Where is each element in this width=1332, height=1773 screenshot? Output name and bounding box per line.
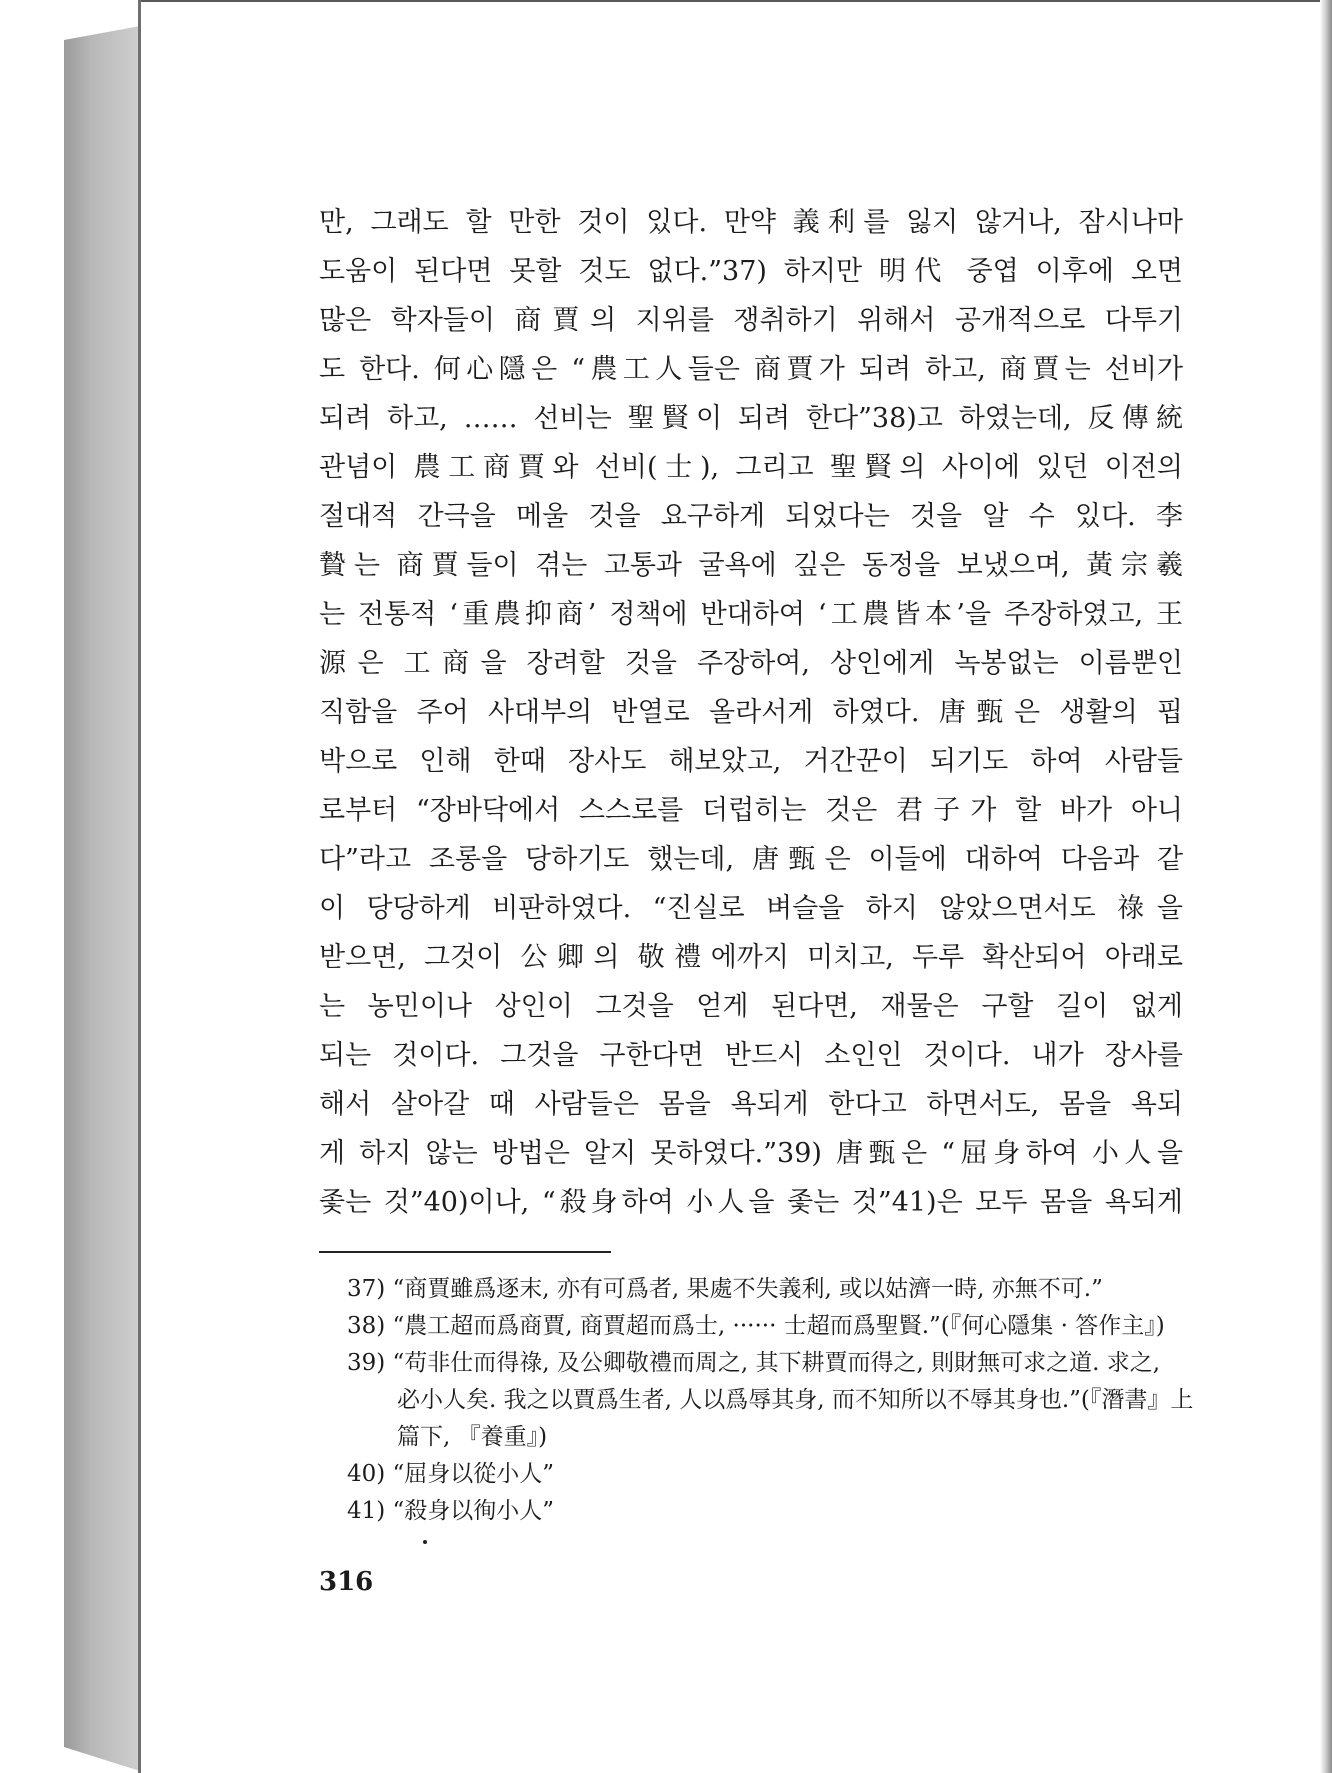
body-line: 도 한다. 何心隱은 “農工人들은 商賈가 되려 하고, 商賈는 선비가 xyxy=(319,354,1183,385)
body-line: 되는 것이다. 그것을 구한다면 반드시 소인인 것이다. 내가 장사를 xyxy=(319,1040,1183,1071)
body-line: 다”라고 조롱을 당하기도 했는데, 唐甄은 이들에 대하여 다음과 같 xyxy=(319,844,1183,875)
body-line: 절대적 간극을 메울 것을 요구하게 되었다는 것을 알 수 있다. 李 xyxy=(319,501,1183,532)
book-spine xyxy=(64,26,140,1771)
footnote-divider xyxy=(319,1251,611,1253)
body-line: 해서 살아갈 때 사람들은 몸을 욕되게 한다고 하면서도, 몸을 욕되 xyxy=(319,1089,1183,1120)
body-line: 좇는 것”40)이나, “殺身하여 小人을 좇는 것”41)은 모두 몸을 욕되게 xyxy=(319,1187,1183,1218)
stray-dot-mark xyxy=(423,1540,427,1544)
page-content xyxy=(319,198,1194,1544)
body-line: 많은 학자들이 商賈의 지위를 쟁취하기 위해서 공개적으로 다투기 xyxy=(319,305,1183,336)
body-line: 로부터 “장바닥에서 스스로를 더럽히는 것은 君子가 할 바가 아니 xyxy=(319,795,1183,826)
footnote-39: 39) “苟非仕而得祿, 及公卿敬禮而周之, 其下耕賈而得之, 則財無可求之道. 求之, xyxy=(347,1350,1161,1376)
page-number: 316 xyxy=(319,1567,374,1597)
footnotes xyxy=(319,1271,1194,1530)
footnote-39-continued: 必小人矣. 我之以賈爲生者, 人以爲辱其身, 而不知所以不辱其身也.”(『潛書』上 xyxy=(397,1387,1194,1413)
body-line: 받으면, 그것이 公卿의 敬禮에까지 미치고, 두루 확산되어 아래로 xyxy=(319,942,1183,973)
footnote-41: 41) “殺身以徇小人” xyxy=(347,1498,555,1524)
body-text xyxy=(319,198,1183,1227)
body-line: 이 당당하게 비판하였다. “진실로 벼슬을 하지 않았으면서도 祿을 xyxy=(319,893,1183,924)
body-line: 源은 工商을 장려할 것을 주장하여, 상인에게 녹봉없는 이름뿐인 xyxy=(319,648,1183,679)
footnote-39-continued: 篇下, 『養重』) xyxy=(397,1424,548,1450)
body-line: 박으로 인해 한때 장사도 해보았고, 거간꾼이 되기도 하여 사람들 xyxy=(319,746,1183,777)
body-line: 도움이 된다면 못할 것도 없다.”37) 하지만 明代 중엽 이후에 오면 xyxy=(319,256,1183,287)
footnote-38: 38) “農工超而爲商賈, 商賈超而爲士, ······ 士超而爲聖賢.”(『何心隱集 · 答作主』) xyxy=(347,1313,1165,1339)
footnote-37: 37) “商賈雖爲逐末, 亦有可爲者, 果處不失義利, 或以姑濟一時, 亦無不可.” xyxy=(347,1276,1103,1302)
body-line: 되려 하고, …… 선비는 聖賢이 되려 한다”38)고 하였는데, 反傳統 xyxy=(319,403,1183,434)
footnote-40: 40) “屈身以從小人” xyxy=(347,1461,555,1487)
body-line: 관념이 農工商賈와 선비(士), 그리고 聖賢의 사이에 있던 이전의 xyxy=(319,452,1183,483)
body-line: 게 하지 않는 방법은 알지 못하였다.”39) 唐甄은 “屈身하여 小人을 xyxy=(319,1138,1183,1169)
body-line: 贄는 商賈들이 겪는 고통과 굴욕에 깊은 동정을 보냈으며, 黃宗羲 xyxy=(319,550,1183,581)
body-line: 만, 그래도 할 만한 것이 있다. 만약 義利를 잃지 않거나, 잠시나마 xyxy=(319,207,1183,238)
body-line: 직함을 주어 사대부의 반열로 올라서게 하였다. 唐甄은 생활의 핍 xyxy=(319,697,1183,728)
body-line: 는 농민이나 상인이 그것을 얻게 된다면, 재물은 구할 길이 없게 xyxy=(319,991,1183,1022)
body-line: 는 전통적 ‘重農抑商’ 정책에 반대하여 ‘工農皆本’을 주장하였고, 王 xyxy=(319,599,1183,630)
page-edge-shadow xyxy=(1320,0,1332,1773)
